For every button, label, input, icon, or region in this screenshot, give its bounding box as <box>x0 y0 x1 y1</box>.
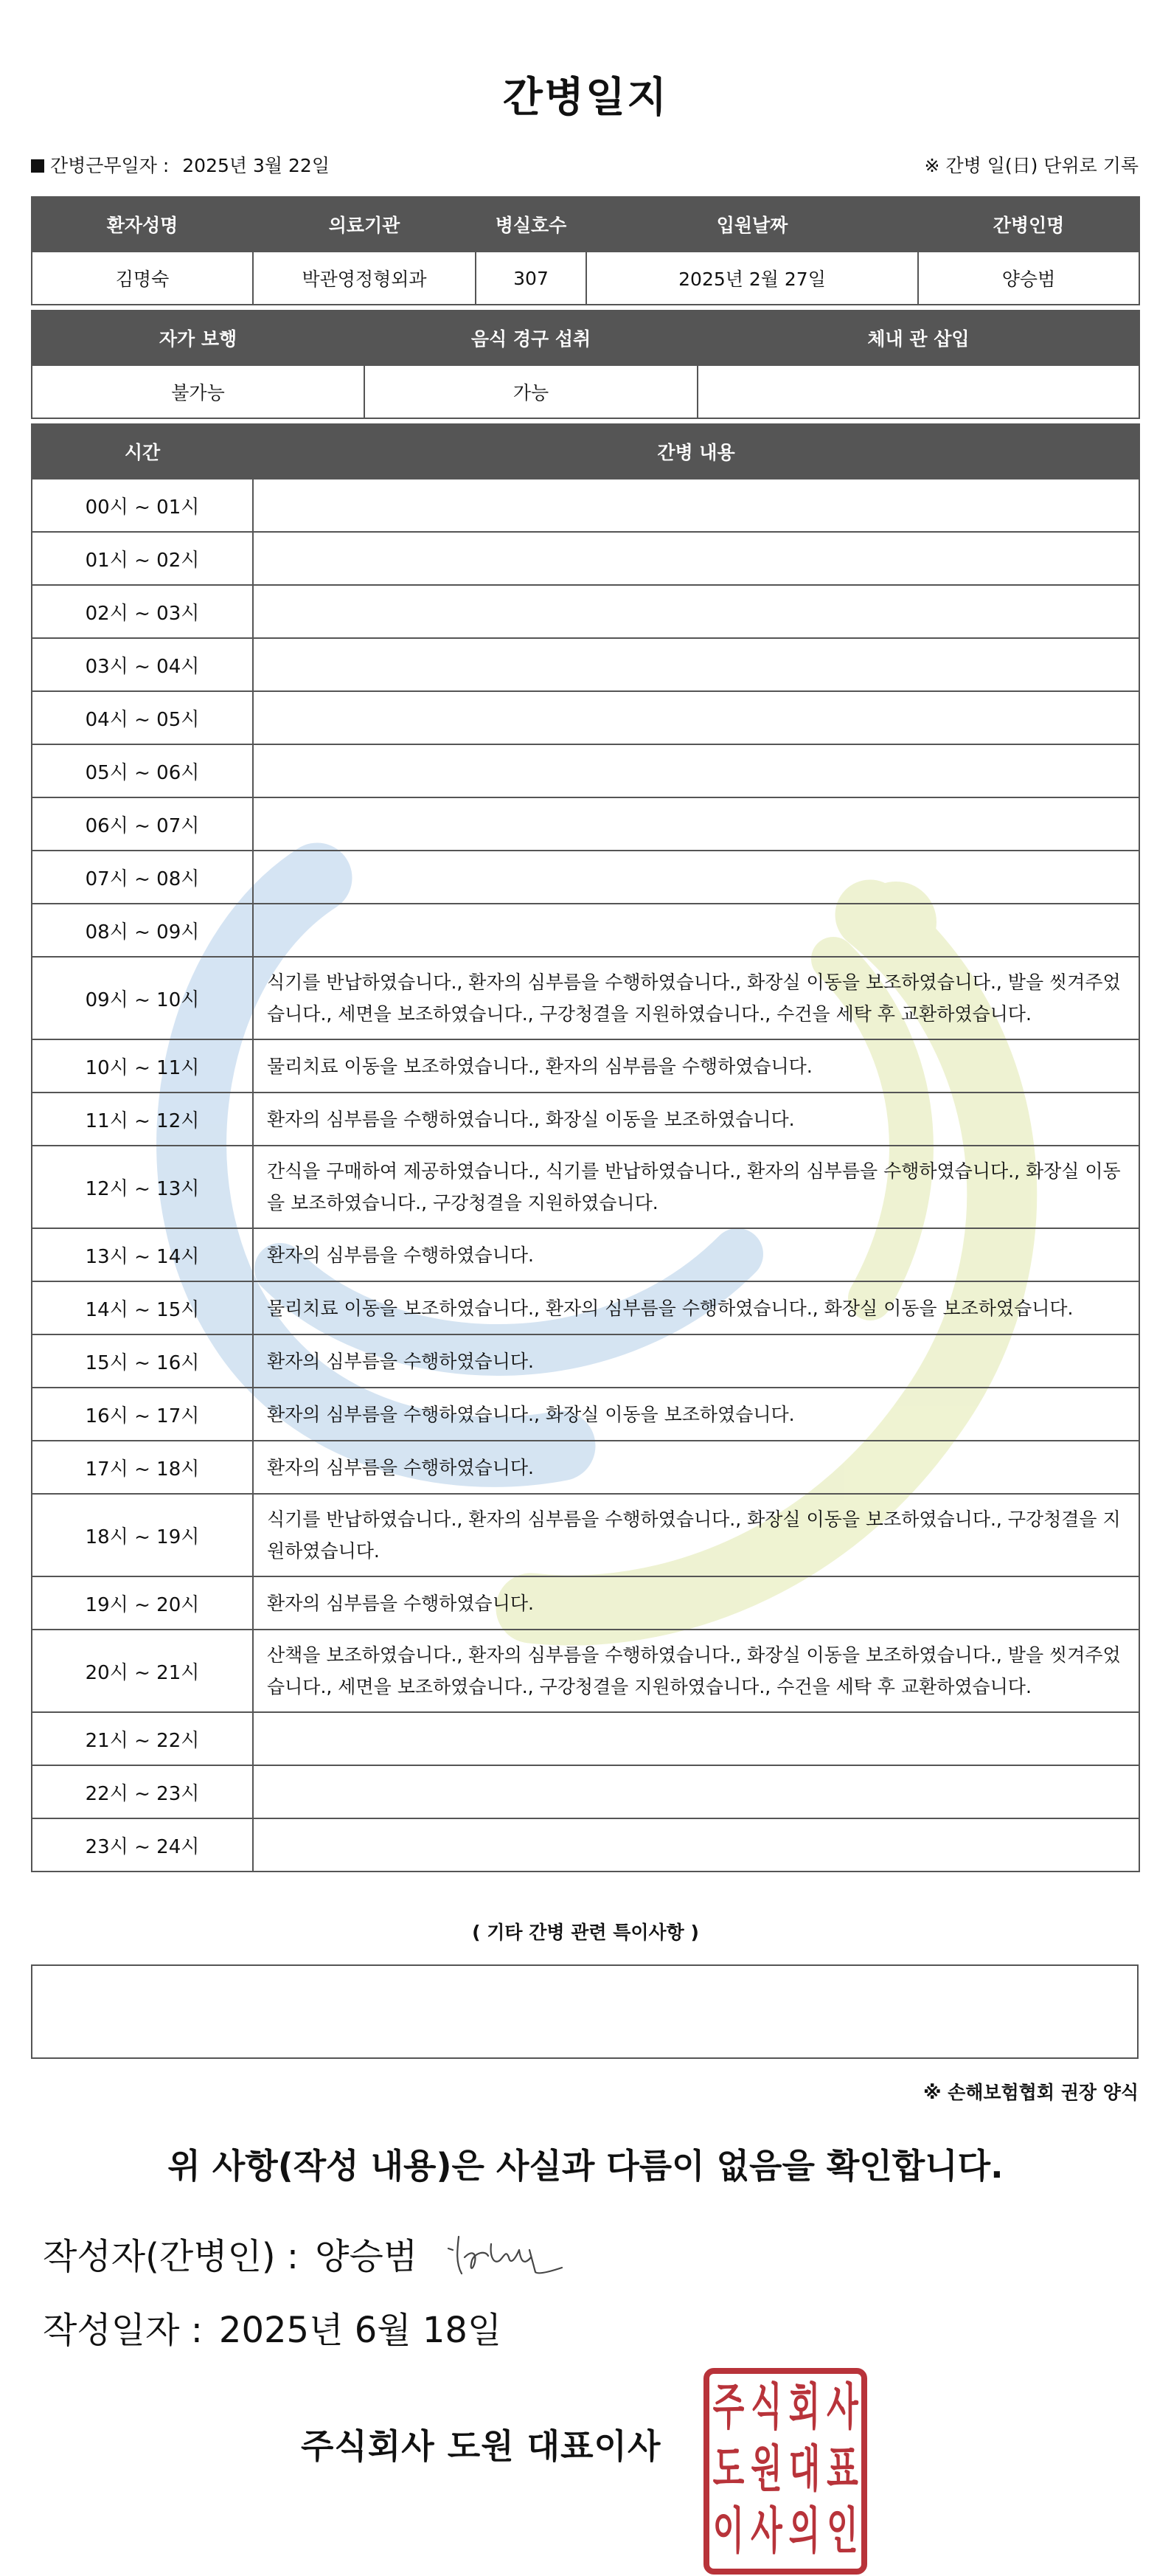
work-date-label: 간병근무일자 : <box>50 155 170 176</box>
hospital-name: 박관영정형외과 <box>253 252 476 305</box>
log-row <box>32 1630 1139 1712</box>
log-content: 환자의 심부름을 수행하였습니다., 화장실 이동을 보조하였습니다. <box>253 1093 1139 1146</box>
seal-character: 의 <box>788 2502 821 2561</box>
log-row <box>32 1093 1139 1146</box>
seal-character: 도 <box>712 2440 745 2499</box>
log-content: 환자의 심부름을 수행하였습니다., 화장실 이동을 보조하였습니다. <box>253 1388 1139 1441</box>
writer-name: 양승범 <box>315 2236 418 2277</box>
log-content <box>253 479 1139 532</box>
log-row <box>32 1388 1139 1441</box>
seal-character: 이 <box>712 2502 745 2561</box>
status-header-row <box>32 311 1139 365</box>
confirmation-statement: 위 사항(작성 내용)은 사실과 다름이 없음을 확인합니다. <box>167 2146 1004 2186</box>
log-content: 물리치료 이동을 보조하였습니다., 환자의 심부름을 수행하였습니다., 화장실 이동을 보조하였습니다. <box>253 1281 1139 1334</box>
log-time: 14시 ~ 15시 <box>32 1281 253 1334</box>
patient-name: 김명숙 <box>32 252 253 305</box>
log-content: 식기를 반납하였습니다., 환자의 심부름을 수행하였습니다., 화장실 이동을 보조하였습니다., 발을 씻겨주었습니다., 세면을 보조하였습니다., 구강청결을 지원하였습니다., 수건을 세탁 후 교환하였습니다. <box>253 957 1139 1039</box>
log-content <box>253 1818 1139 1872</box>
care-log-table <box>31 423 1140 1872</box>
written-date-label: 작성일자 : <box>43 2310 203 2351</box>
log-row <box>32 585 1139 638</box>
log-time: 12시 ~ 13시 <box>32 1146 253 1228</box>
status-value-row <box>32 365 1139 418</box>
log-row <box>32 1146 1139 1228</box>
log-row <box>32 1818 1139 1872</box>
log-row <box>32 744 1139 797</box>
header-oral-intake: 음식 경구 섭취 <box>364 311 698 365</box>
log-time: 07시 ~ 08시 <box>32 851 253 904</box>
log-row <box>32 1765 1139 1818</box>
handwritten-signature <box>442 2228 568 2287</box>
seal-character: 사 <box>827 2378 858 2437</box>
log-time: 04시 ~ 05시 <box>32 691 253 744</box>
log-time: 05시 ~ 06시 <box>32 744 253 797</box>
log-row <box>32 957 1139 1039</box>
writer-label: 작성자(간병인) : <box>43 2236 299 2277</box>
log-row <box>32 532 1139 585</box>
log-time: 13시 ~ 14시 <box>32 1228 253 1281</box>
header-time: 시간 <box>32 424 253 479</box>
header-hospital: 의료기관 <box>253 197 476 252</box>
oral-intake-value: 가능 <box>364 365 698 418</box>
seal-character: 회 <box>788 2378 821 2437</box>
log-time: 11시 ~ 12시 <box>32 1093 253 1146</box>
log-time: 09시 ~ 10시 <box>32 957 253 1039</box>
log-row <box>32 1494 1139 1576</box>
log-time: 17시 ~ 18시 <box>32 1441 253 1494</box>
log-time: 01시 ~ 02시 <box>32 532 253 585</box>
log-content <box>253 532 1139 585</box>
square-bullet-icon <box>31 159 44 173</box>
log-row <box>32 1441 1139 1494</box>
log-row <box>32 1039 1139 1093</box>
company-representative: 주식회사 도원 대표이사 <box>301 2426 661 2466</box>
self-walking-value: 불가능 <box>32 365 364 418</box>
log-time: 10시 ~ 11시 <box>32 1039 253 1093</box>
seal-character: 표 <box>827 2440 858 2499</box>
log-time: 23시 ~ 24시 <box>32 1818 253 1872</box>
room-number: 307 <box>476 252 586 305</box>
log-time: 03시 ~ 04시 <box>32 638 253 691</box>
admission-date: 2025년 2월 27일 <box>586 252 918 305</box>
log-time: 06시 ~ 07시 <box>32 797 253 851</box>
header-care-content: 간병 내용 <box>253 424 1139 479</box>
log-row <box>32 1228 1139 1281</box>
work-date <box>31 151 330 178</box>
form-note: ※ 손해보험협회 권장 양식 <box>923 2082 1139 2103</box>
log-content: 산책을 보조하였습니다., 환자의 심부름을 수행하였습니다., 화장실 이동을 보조하였습니다., 발을 씻겨주었습니다., 세면을 보조하였습니다., 구강청결을 지원하였습니다., 수건을 세탁 후 교환하였습니다. <box>253 1630 1139 1712</box>
log-time: 21시 ~ 22시 <box>32 1712 253 1765</box>
written-date-line <box>43 2302 501 2352</box>
work-date-row <box>31 151 1139 188</box>
log-content <box>253 585 1139 638</box>
log-time: 16시 ~ 17시 <box>32 1388 253 1441</box>
log-content <box>253 797 1139 851</box>
log-content: 환자의 심부름을 수행하였습니다. <box>253 1576 1139 1630</box>
header-self-walking: 자가 보행 <box>32 311 364 365</box>
unit-note: ※ 간병 일(日) 단위로 기록 <box>924 155 1139 176</box>
seal-character: 대 <box>788 2440 821 2499</box>
log-row <box>32 1281 1139 1334</box>
log-header-row <box>32 424 1139 479</box>
log-row <box>32 851 1139 904</box>
caregiver-name: 양승범 <box>918 252 1139 305</box>
log-content <box>253 691 1139 744</box>
seal-character: 원 <box>751 2440 782 2499</box>
log-time: 08시 ~ 09시 <box>32 904 253 957</box>
header-admission-date: 입원날짜 <box>586 197 918 252</box>
page-title: 간병일지 <box>502 74 669 122</box>
seal-character: 사 <box>751 2502 782 2561</box>
log-row <box>32 1712 1139 1765</box>
log-time: 22시 ~ 23시 <box>32 1765 253 1818</box>
log-content: 환자의 심부름을 수행하였습니다. <box>253 1334 1139 1388</box>
seal-character: 식 <box>751 2378 782 2437</box>
remarks-box <box>31 1964 1139 2059</box>
log-time: 18시 ~ 19시 <box>32 1494 253 1576</box>
log-content <box>253 851 1139 904</box>
log-content: 환자의 심부름을 수행하였습니다. <box>253 1441 1139 1494</box>
seal-character: 인 <box>827 2502 858 2561</box>
header-room: 병실호수 <box>476 197 586 252</box>
log-content: 식기를 반납하였습니다., 환자의 심부름을 수행하였습니다., 화장실 이동을 보조하였습니다., 구강청결을 지원하였습니다. <box>253 1494 1139 1576</box>
patient-info-table <box>31 196 1140 305</box>
work-date-value: 2025년 3월 22일 <box>182 155 330 176</box>
log-time: 19시 ~ 20시 <box>32 1576 253 1630</box>
log-content: 물리치료 이동을 보조하였습니다., 환자의 심부름을 수행하였습니다. <box>253 1039 1139 1093</box>
log-row <box>32 691 1139 744</box>
header-patient-name: 환자성명 <box>32 197 253 252</box>
header-caregiver-name: 간병인명 <box>918 197 1139 252</box>
log-row <box>32 1576 1139 1630</box>
remarks-title: ( 기타 간병 관련 특이사항 ) <box>472 1922 699 1943</box>
log-content: 환자의 심부름을 수행하였습니다. <box>253 1228 1139 1281</box>
log-time: 20시 ~ 21시 <box>32 1630 253 1712</box>
log-row <box>32 1334 1139 1388</box>
seal-character: 주 <box>712 2378 745 2437</box>
tube-insertion-value <box>698 365 1139 418</box>
patient-header-row <box>32 197 1139 252</box>
written-date-value: 2025년 6월 18일 <box>218 2310 502 2351</box>
patient-value-row <box>32 252 1139 305</box>
log-content <box>253 1765 1139 1818</box>
log-row <box>32 638 1139 691</box>
log-row <box>32 797 1139 851</box>
log-content <box>253 744 1139 797</box>
log-row <box>32 479 1139 532</box>
header-tube-insertion: 체내 관 삽입 <box>698 311 1139 365</box>
log-content <box>253 638 1139 691</box>
writer-line <box>43 2228 417 2279</box>
log-time: 15시 ~ 16시 <box>32 1334 253 1388</box>
log-content: 간식을 구매하여 제공하였습니다., 식기를 반납하였습니다., 환자의 심부름을 수행하였습니다., 화장실 이동을 보조하였습니다., 구강청결을 지원하였습니다. <box>253 1146 1139 1228</box>
log-body <box>32 479 1139 1872</box>
log-time: 00시 ~ 01시 <box>32 479 253 532</box>
log-content <box>253 1712 1139 1765</box>
log-row <box>32 904 1139 957</box>
log-time: 02시 ~ 03시 <box>32 585 253 638</box>
log-content <box>253 904 1139 957</box>
patient-status-table <box>31 310 1140 419</box>
company-seal-stamp <box>702 2366 869 2576</box>
